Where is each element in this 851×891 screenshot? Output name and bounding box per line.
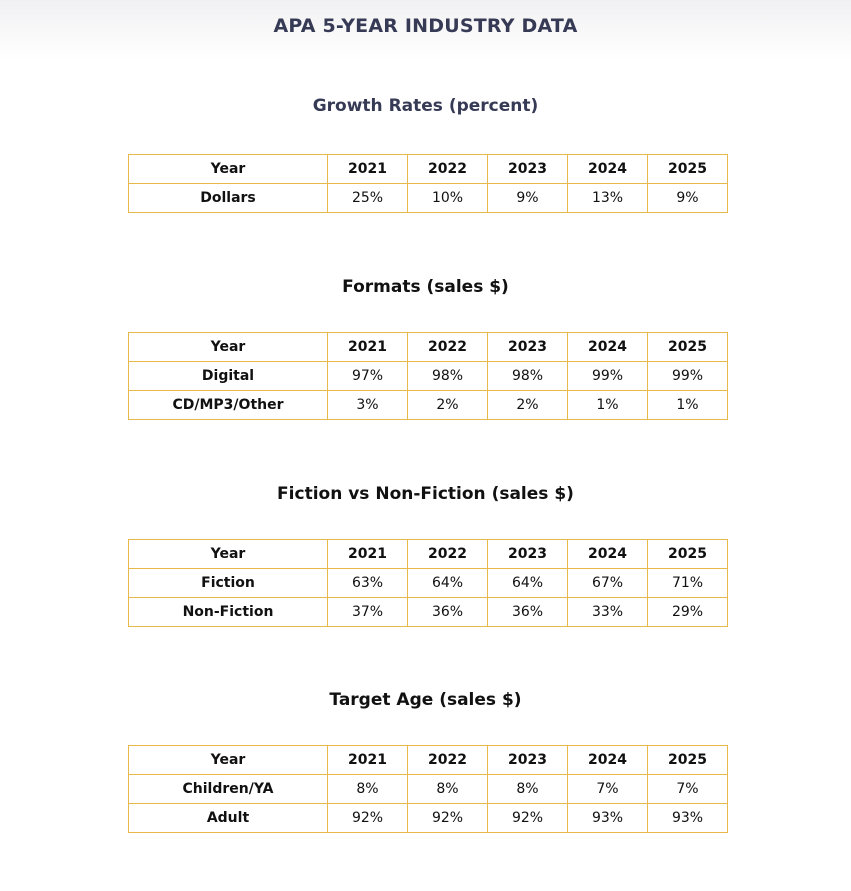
table-header-row	[129, 540, 728, 569]
header-year-cell: 2022	[408, 333, 488, 362]
value-cell: 64%	[488, 569, 568, 598]
header-year-cell: 2025	[648, 155, 728, 184]
value-cell: 36%	[408, 598, 488, 627]
value-cell: 99%	[568, 362, 648, 391]
header-year-cell: 2021	[328, 746, 408, 775]
value-cell: 2%	[488, 391, 568, 420]
row-label-cell: Dollars	[129, 184, 328, 213]
header-year-cell: 2023	[488, 155, 568, 184]
header-year-cell: 2023	[488, 540, 568, 569]
header-year-cell: 2025	[648, 746, 728, 775]
header-year-cell: 2022	[408, 746, 488, 775]
table-header-row	[129, 155, 728, 184]
table-row	[129, 184, 728, 213]
row-label-cell: Fiction	[129, 569, 328, 598]
growth-rates-table	[128, 154, 728, 213]
header-year-cell: 2022	[408, 155, 488, 184]
value-cell: 33%	[568, 598, 648, 627]
row-label-cell: Digital	[129, 362, 328, 391]
value-cell: 10%	[408, 184, 488, 213]
header-label-cell: Year	[129, 746, 328, 775]
header-year-cell: 2023	[488, 333, 568, 362]
value-cell: 8%	[408, 775, 488, 804]
header-year-cell: 2021	[328, 155, 408, 184]
value-cell: 1%	[648, 391, 728, 420]
value-cell: 64%	[408, 569, 488, 598]
formats-table	[128, 332, 728, 420]
value-cell: 93%	[568, 804, 648, 833]
value-cell: 63%	[328, 569, 408, 598]
value-cell: 1%	[568, 391, 648, 420]
value-cell: 29%	[648, 598, 728, 627]
value-cell: 98%	[408, 362, 488, 391]
section-title-formats: Formats (sales $)	[342, 277, 509, 297]
row-label-cell: Non-Fiction	[129, 598, 328, 627]
table-row	[129, 775, 728, 804]
header-year-cell: 2025	[648, 333, 728, 362]
value-cell: 92%	[328, 804, 408, 833]
value-cell: 3%	[328, 391, 408, 420]
section-title-fiction-vs-non-fiction: Fiction vs Non-Fiction (sales $)	[277, 484, 574, 504]
header-year-cell: 2024	[568, 746, 648, 775]
value-cell: 36%	[488, 598, 568, 627]
value-cell: 13%	[568, 184, 648, 213]
value-cell: 67%	[568, 569, 648, 598]
header-year-cell: 2024	[568, 155, 648, 184]
row-label-cell: Adult	[129, 804, 328, 833]
target-age-table	[128, 745, 728, 833]
page-title: APA 5-YEAR INDUSTRY DATA	[273, 15, 578, 37]
value-cell: 8%	[488, 775, 568, 804]
value-cell: 98%	[488, 362, 568, 391]
fiction-vs-non-fiction-table	[128, 539, 728, 627]
value-cell: 37%	[328, 598, 408, 627]
table-row	[129, 569, 728, 598]
section-title-growth-rates: Growth Rates (percent)	[312, 96, 539, 116]
value-cell: 92%	[488, 804, 568, 833]
table-header-row	[129, 333, 728, 362]
header-label-cell: Year	[129, 333, 328, 362]
header-year-cell: 2023	[488, 746, 568, 775]
table-header-row	[129, 746, 728, 775]
value-cell: 99%	[648, 362, 728, 391]
header-year-cell: 2022	[408, 540, 488, 569]
header-year-cell: 2021	[328, 540, 408, 569]
value-cell: 97%	[328, 362, 408, 391]
row-label-cell: Children/YA	[129, 775, 328, 804]
table-row	[129, 804, 728, 833]
header-year-cell: 2021	[328, 333, 408, 362]
value-cell: 9%	[648, 184, 728, 213]
header-label-cell: Year	[129, 155, 328, 184]
header-year-cell: 2024	[568, 540, 648, 569]
value-cell: 71%	[648, 569, 728, 598]
value-cell: 7%	[568, 775, 648, 804]
value-cell: 8%	[328, 775, 408, 804]
header-year-cell: 2024	[568, 333, 648, 362]
section-title-target-age: Target Age (sales $)	[329, 690, 522, 710]
value-cell: 7%	[648, 775, 728, 804]
row-label-cell: CD/MP3/Other	[129, 391, 328, 420]
value-cell: 25%	[328, 184, 408, 213]
value-cell: 93%	[648, 804, 728, 833]
table-row	[129, 598, 728, 627]
value-cell: 92%	[408, 804, 488, 833]
header-label-cell: Year	[129, 540, 328, 569]
value-cell: 2%	[408, 391, 488, 420]
table-row	[129, 362, 728, 391]
table-row	[129, 391, 728, 420]
value-cell: 9%	[488, 184, 568, 213]
header-year-cell: 2025	[648, 540, 728, 569]
